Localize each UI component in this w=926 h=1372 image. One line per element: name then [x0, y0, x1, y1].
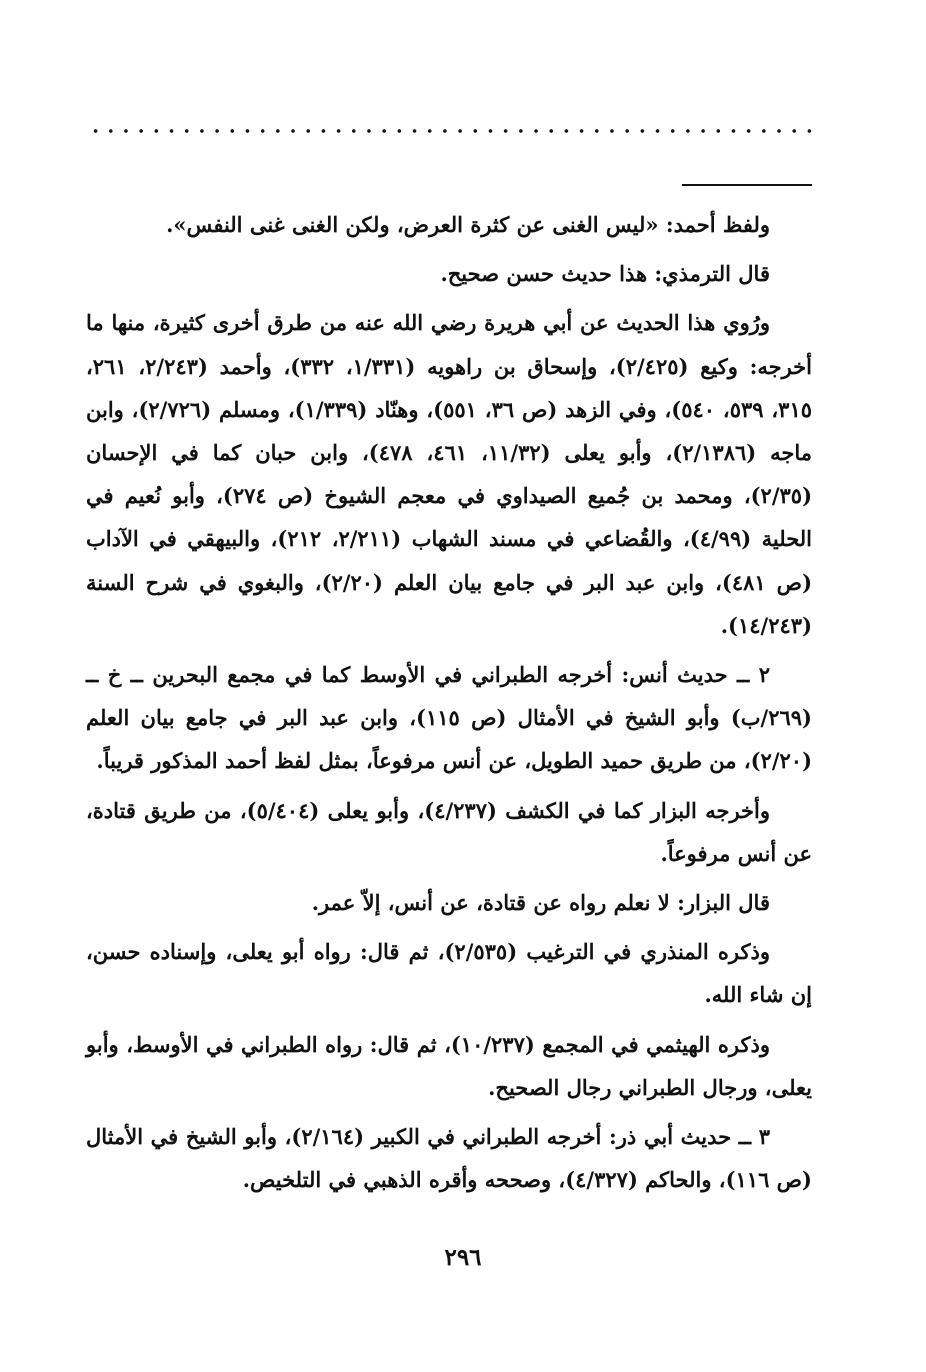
- footnote-separator: [682, 184, 812, 186]
- paragraph: ٣ ــ حديث أبي ذر: أخرجه الطبراني في الكبير (٢/١٦٤)، وأبو الشيخ في الأمثال (ص ١١٦)، والحاكم (٤/٣٢٧)، وصححه وأقره الذهبي في التلخيص.: [86, 1124, 812, 1193]
- dotted-separator: [88, 128, 816, 134]
- paragraph: وذكره المنذري في الترغيب (٢/٥٣٥)، ثم قال: رواه أبو يعلى، وإسناده حسن، إن شاء الله.: [86, 939, 812, 1008]
- paragraph: ورُوي هذا الحديث عن أبي هريرة رضي الله عنه من طرق أخرى كثيرة، منها ما أخرجه: وكيع (٢/٤٢٥)، وإسحاق بن راهويه (١/٣٣١، ٣٣٢)، وأحمد (٢/٢٤٣، ٢٦١، ٣١٥، ٥٣٩، ٥٤٠)، وفي الزهد (ص ٣٦، ٥٥١)، وهنّاد (١/٣٣٩)، ومسلم (٢/٧٢٦)، وابن ماجه (٢/١٣٨٦)، وأبو يعلى (١١/٣٢، ٤٦١، ٤٧٨)، وابن حبان كما في الإحسان (٢/٣٥)، ومحمد بن جُميع الصيداوي في معجم الشيوخ (ص ٢٧٤)، وأبو نُعيم في الحلية (٤/٩٩)، والقُضاعي في مسند الشهاب (٢/٢١١، ٢١٢)، والبيهقي في الآداب (ص ٤٨١)، وابن عبد البر في جامع بيان العلم (٢/٢٠)، والبغوي في شرح السنة (١٤/٢٤٣).: [86, 310, 813, 638]
- paragraph: قال الترمذي: هذا حديث حسن صحيح.: [440, 261, 770, 287]
- footnote-text: [86, 203, 812, 1207]
- paragraph: قال البزار: لا نعلم رواه عن قتادة، عن أنس، إلاّ عمر.: [311, 890, 770, 916]
- paragraph: ٢ ــ حديث أنس: أخرجه الطبراني في الأوسط كما في مجمع البحرين ــ خ ــ (٢٦٩/ب) وأبو الشيخ في الأمثال (ص ١١٥)، وابن عبد البر في جامع بيان العلم (٢/٢٠)، من طريق حميد الطويل، عن أنس مرفوعاً، بمثل لفظ أحمد المذكور قريباً.: [86, 662, 812, 774]
- paragraph: وأخرجه البزار كما في الكشف (٤/٢٣٧)، وأبو يعلى (٥/٤٠٤)، من طريق قتادة، عن أنس مرفوعاً.: [86, 797, 812, 866]
- page-number: ٢٩٦: [444, 1244, 482, 1271]
- paragraph: وذكره الهيثمي في المجمع (١٠/٢٣٧)، ثم قال: رواه الطبراني في الأوسط، وأبو يعلى، ورجال الطبراني رجال الصحيح.: [86, 1031, 812, 1100]
- paragraph: ولفظ أحمد: «ليس الغنى عن كثرة العرض، ولكن الغنى غنى النفس».: [166, 212, 770, 237]
